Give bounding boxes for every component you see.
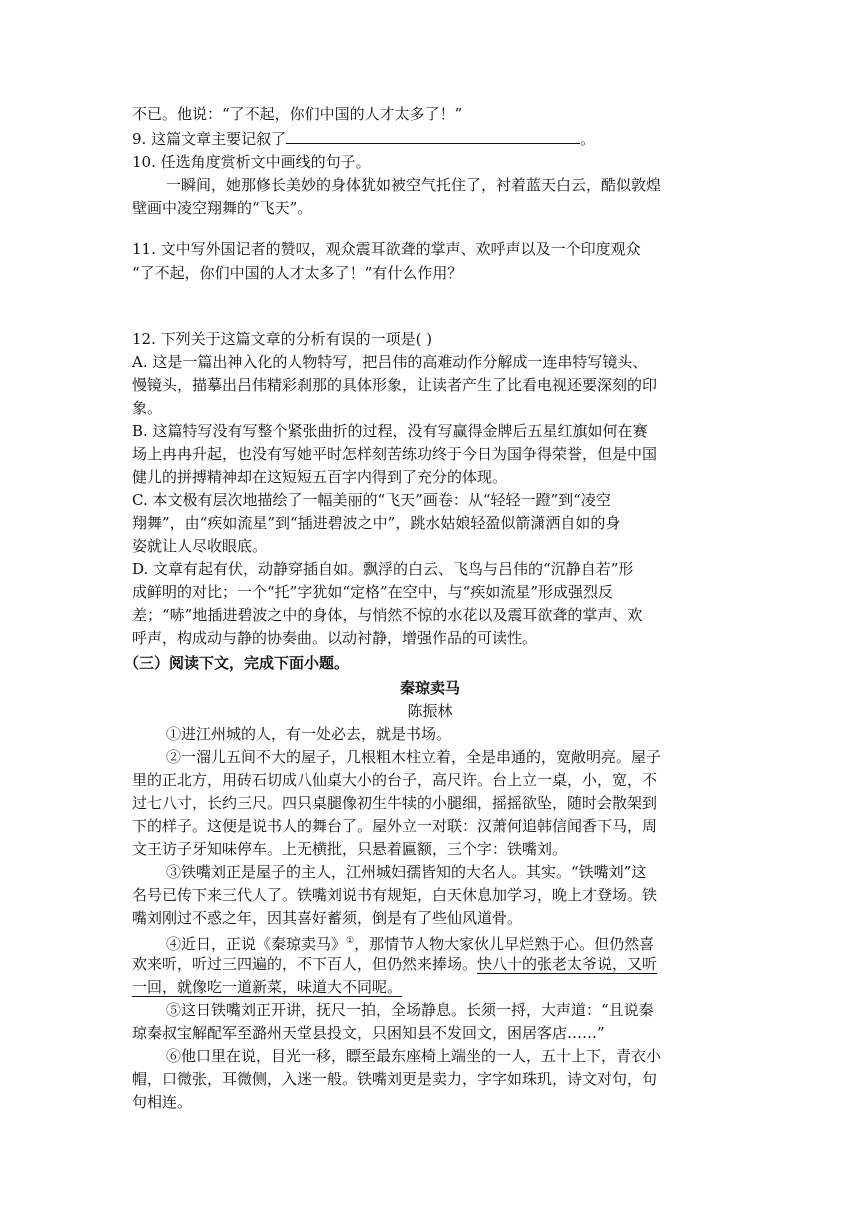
- paragraph-2: 下的样子。这便是说书人的舞台了。屋外立一对联：汉萧何追韩信闻香下马，周: [132, 817, 658, 835]
- option-c: 姿就让人尽收眼底。: [132, 537, 268, 555]
- paragraph-3: 名号已传下来三代人了。铁嘴刘说书有规矩，白天休息加学习，晚上才登场。铁: [132, 886, 658, 904]
- paragraph-2: ②一溜儿五间不大的屋子，几根粗木柱立着，全是串通的，宽敞明亮。屋子: [166, 748, 662, 766]
- paragraph-4-text: 欢来听，听过三四遍的，不下百人，但仍然来捧场。: [132, 955, 478, 973]
- quoted-sentence: 壁画中凌空翔舞的“飞天”。: [132, 199, 313, 217]
- question-9-text: 9. 这篇文章主要记叙了: [132, 130, 287, 148]
- paragraph-6: ⑥他口里在说，目光一移，瞟至最东座椅上端坐的一人，五十上下，青衣小: [166, 1047, 662, 1065]
- paragraph-5: ⑤这日铁嘴刘正开讲，抚尺一拍，全场静息。长须一捋，大声道：“且说秦: [166, 1001, 654, 1019]
- footnote-mark: ①: [346, 936, 355, 946]
- paragraph-2: 里的正北方，用砖石切成八仙桌大小的台子，高尺许。台上立一桌，小，宽，不: [132, 771, 658, 789]
- option-b: 健儿的拼搏精神却在这短短五百字内得到了充分的体现。: [132, 468, 508, 486]
- option-a: 慢镜头，描摹出吕伟精彩刹那的具体形象，让读者产生了比看电视还要深刻的印: [132, 376, 658, 394]
- paragraph-3: ③铁嘴刘正是屋子的主人，江州城妇孺皆知的大名人。其实。“铁嘴刘”这: [166, 863, 647, 881]
- underlined-sentence: 快八十的张老太爷说，又听: [477, 955, 658, 973]
- option-b: 场上冉冉升起，也没有写她平时怎样刻苦练功终于今日为国争得荣誉，但是中国: [132, 445, 658, 463]
- paragraph-4-text: ④近日，正说《秦琼卖马》: [166, 935, 347, 953]
- question-9: [132, 128, 595, 150]
- paragraph-1: ①进江州城的人，有一处必去，就是书场。: [166, 725, 452, 743]
- paragraph-5: 琼秦叔宝解配军至潞州天堂县投文，只困知县不发回文，困居客店……”: [132, 1024, 605, 1042]
- option-d: D. 文章有起有伏，动静穿插自如。飘浮的白云、飞鸟与吕伟的“沉静自若”形: [132, 560, 634, 578]
- question-12: 12. 下列关于这篇文章的分析有误的一项是( ): [132, 330, 433, 348]
- option-a: 象。: [132, 399, 163, 417]
- paragraph-2: 过七八寸，长约三尺。四只桌腿像初生牛犊的小腿细，摇摇欲坠，随时会散架到: [132, 794, 658, 812]
- question-10: 10. 任选角度赏析文中画线的句子。: [132, 153, 371, 171]
- question-9-end: 。: [580, 130, 596, 148]
- option-c: C. 本文极有层次地描绘了一幅美丽的“飞天”画卷：从“轻轻一蹬”到“凌空: [132, 491, 611, 509]
- article-author: 陈振林: [407, 702, 453, 720]
- option-d: 成鲜明的对比；一个“托”字犹如“定格”在空中，与“疾如流星”形成强烈反: [132, 583, 614, 601]
- answer-blank[interactable]: [286, 128, 580, 144]
- article-title: 秦琼卖马: [399, 679, 460, 697]
- paragraph-4-text: ，那情节人物大家伙儿早烂熟于心。但仍然喜: [354, 935, 655, 953]
- paragraph-4: [132, 953, 657, 975]
- question-11: “了不起，你们中国的人才太多了！”有什么作用？: [132, 264, 463, 282]
- option-c: 翔舞”，由“疾如流星”到“插进碧波之中”，跳水姑娘轻盈似箭潇洒自如的身: [132, 514, 621, 532]
- paragraph-6: 帽，口微张，耳微侧，入迷一般。铁嘴刘更是卖力，字字如珠玑，诗文对句，句: [132, 1070, 658, 1088]
- paragraph-6: 句相连。: [132, 1093, 193, 1111]
- option-d: 呼声，构成动与静的协奏曲。以动衬静，增强作品的可读性。: [132, 629, 538, 647]
- option-d: 差；“哧”地插进碧波之中的身体，与悄然不惊的水花以及震耳欲聋的掌声、欢: [132, 606, 643, 624]
- underlined-sentence: 一回，就像吃一道新菜，味道大不同呢。: [132, 978, 403, 996]
- option-a: A. 这是一篇出神入化的人物特写，把吕伟的高难动作分解成一连串特写镜头、: [132, 353, 648, 371]
- paragraph-2: 文王访子牙知味停车。上无横批，只悬着匾额，三个字：铁嘴刘。: [132, 840, 568, 858]
- text-line: 不已。他说：“了不起，你们中国的人才太多了！”: [132, 105, 463, 123]
- option-b: B. 这篇特写没有写整个紧张曲折的过程，没有写赢得金牌后五星红旗如何在赛: [132, 422, 648, 440]
- paragraph-4: [132, 976, 402, 998]
- section-heading: （三）阅读下文，完成下面小题。: [124, 654, 350, 672]
- quoted-sentence: 一瞬间，她那修长美妙的身体犹如被空气托住了，衬着蓝天白云，酷似敦煌: [166, 176, 662, 194]
- question-11: 11. 文中写外国记者的赞叹，观众震耳欲聋的掌声、欢呼声以及一个印度观众: [132, 240, 641, 258]
- paragraph-4: [166, 930, 654, 955]
- paragraph-3: 嘴刘刚过不惑之年，因其喜好蓄须，倒是有了些仙风道骨。: [132, 909, 523, 927]
